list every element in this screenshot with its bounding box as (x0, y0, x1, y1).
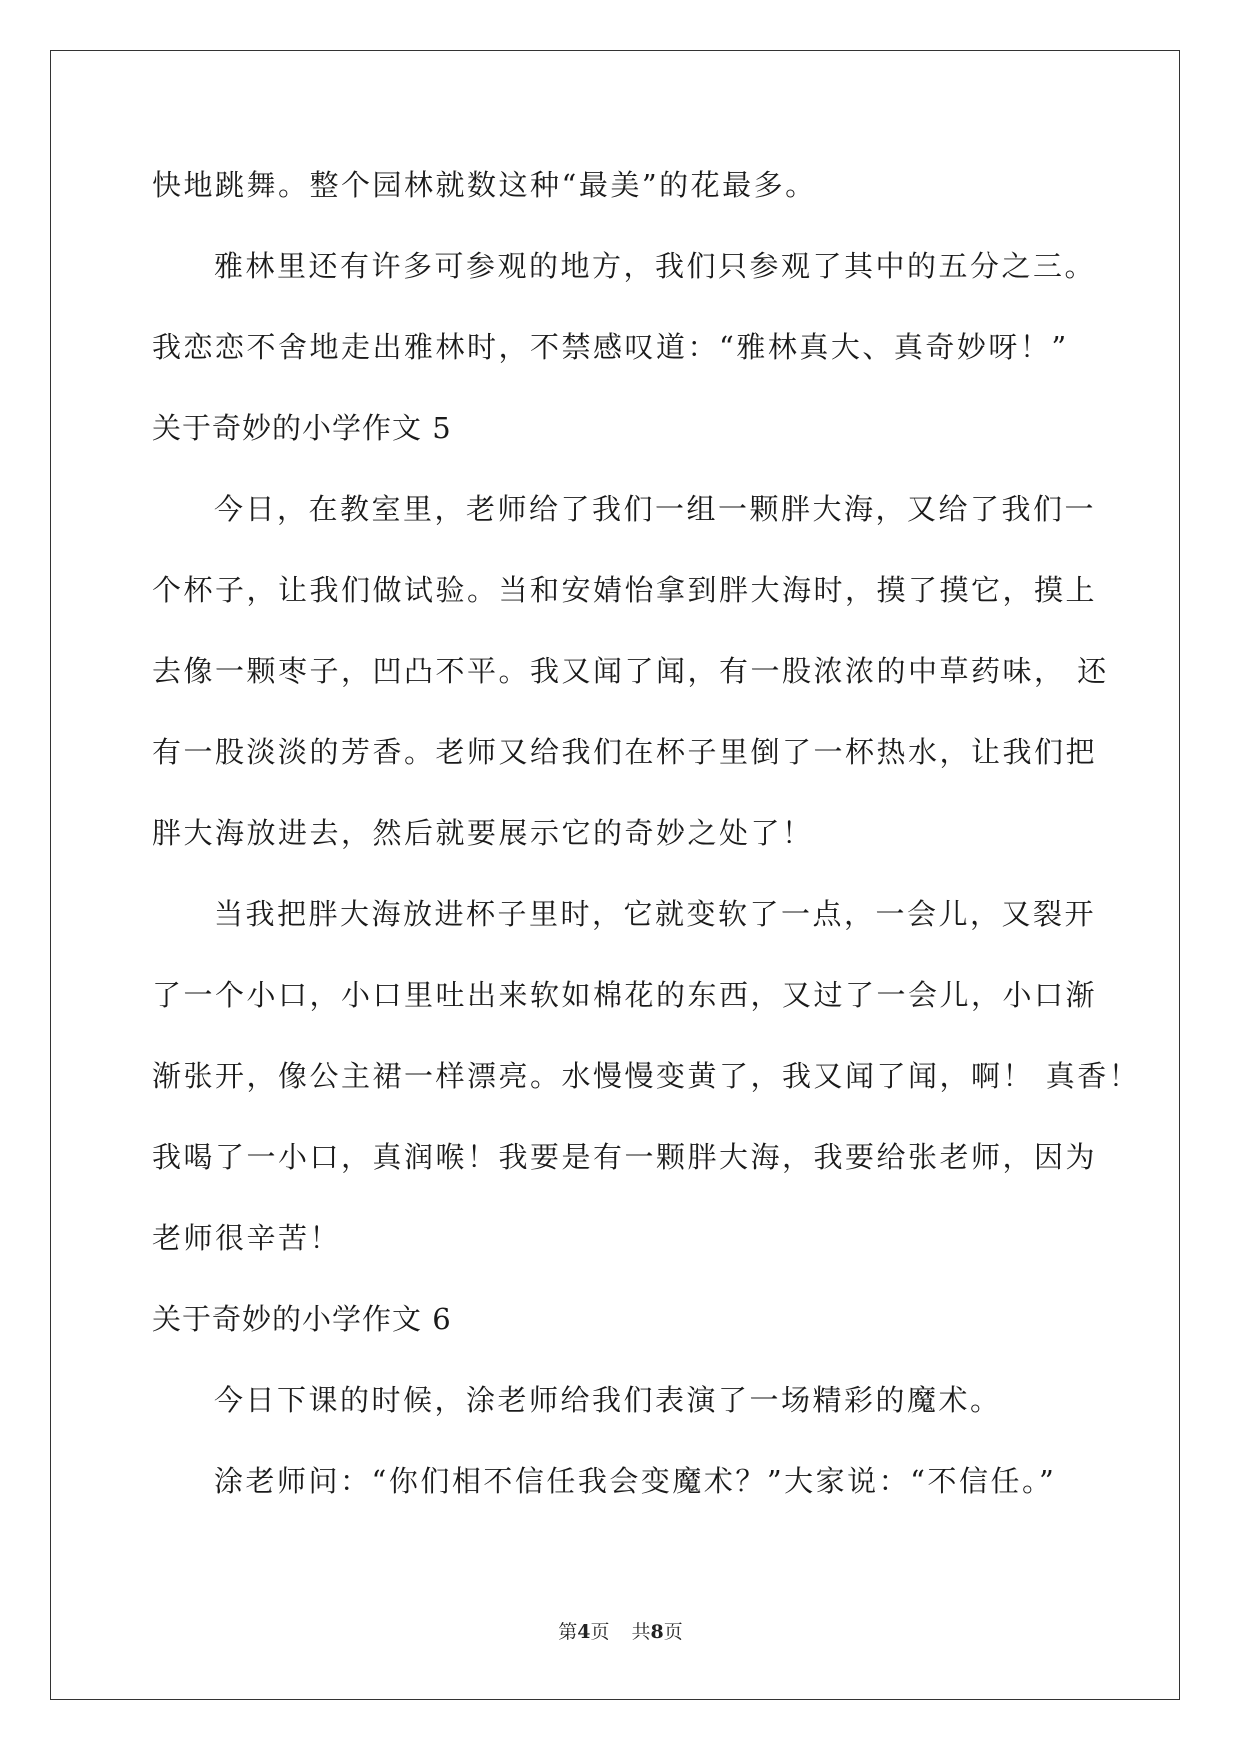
text-line: 当我把胖大海放进杯子里时，它就变软了一点，一会儿，又裂开 (214, 897, 1097, 931)
text-line: 老师很辛苦！ (152, 1221, 342, 1255)
total-page-number: 8 (650, 1621, 664, 1643)
text-line: 快地跳舞。整个园林就数这种“最美”的花最多。 (152, 168, 817, 202)
total-label-prefix: 共 (631, 1621, 651, 1643)
text-line: 我喝了一小口，真润喉！我要是有一颗胖大海，我要给张老师，因为 (152, 1140, 1098, 1174)
text-line: 今日，在教室里，老师给了我们一组一颗胖大海，又给了我们一 (214, 492, 1097, 526)
text-line: 涂老师问：“你们相不信任我会变魔术？”大家说：“不信任。” (214, 1464, 1057, 1498)
page-footer (0, 1617, 1241, 1644)
text-line: 去像一颗枣子，凹凸不平。我又闻了闻，有一股浓浓的中草药味， 还 (152, 654, 1109, 688)
text-line: 有一股淡淡的芳香。老师又给我们在杯子里倒了一杯热水，让我们把 (152, 735, 1098, 769)
text-line: 了一个小口，小口里吐出来软如棉花的东西，又过了一会儿，小口渐 (152, 978, 1098, 1012)
text-line: 个杯子，让我们做试验。当和安婧怡拿到胖大海时，摸了摸它，摸上 (152, 573, 1098, 607)
total-label-suffix: 页 (663, 1621, 683, 1643)
document-body (152, 155, 1141, 1532)
text-line: 胖大海放进去，然后就要展示它的奇妙之处了！ (152, 816, 814, 850)
section-heading: 关于奇妙的小学作文 5 (152, 411, 452, 445)
text-line: 今日下课的时候，涂老师给我们表演了一场精彩的魔术。 (214, 1383, 1002, 1417)
section-heading: 关于奇妙的小学作文 6 (152, 1302, 452, 1336)
text-line: 雅林里还有许多可参观的地方，我们只参观了其中的五分之三。 (214, 249, 1097, 283)
page-label-prefix: 第 (558, 1621, 578, 1643)
page-label-suffix: 页 (590, 1621, 610, 1643)
text-line: 渐张开，像公主裙一样漂亮。水慢慢变黄了，我又闻了闻，啊！ 真香！ (152, 1059, 1141, 1093)
current-page-number: 4 (577, 1621, 591, 1643)
text-line: 我恋恋不舍地走出雅林时，不禁感叹道：“雅林真大、真奇妙呀！” (152, 330, 1069, 364)
